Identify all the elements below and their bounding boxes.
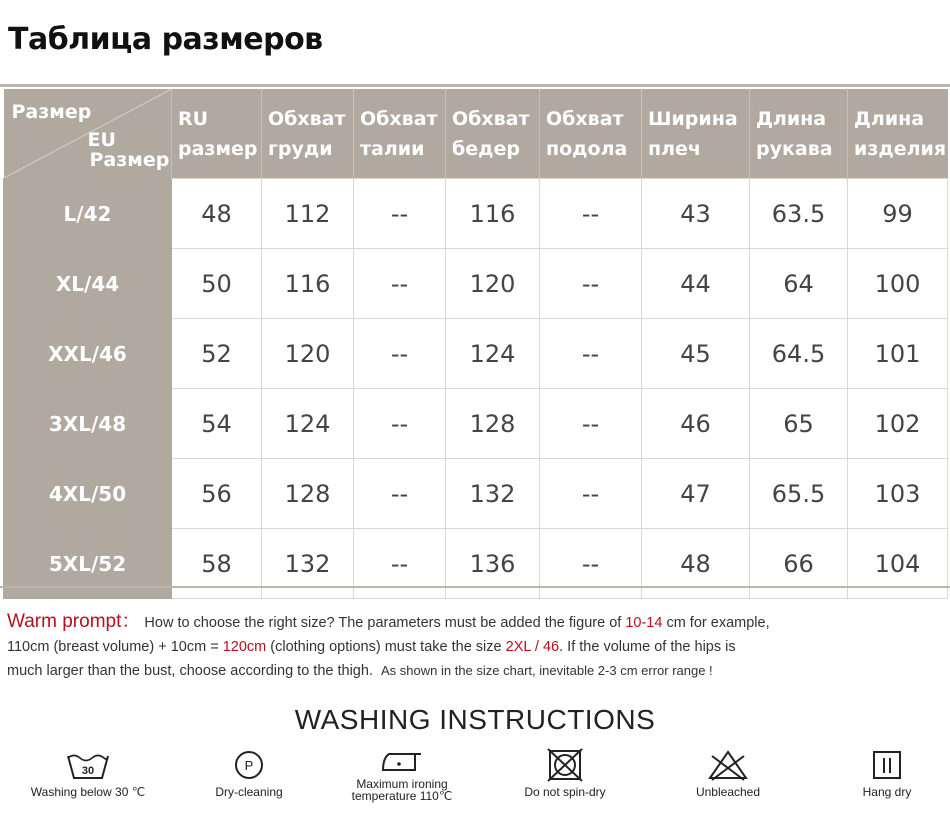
size-cell: L/42 — [4, 179, 172, 249]
header-ru-size: RU размер — [172, 89, 262, 179]
table-cell: 64.5 — [750, 319, 848, 389]
table-cell: 43 — [642, 179, 750, 249]
table-cell: -- — [354, 179, 446, 249]
table-cell: 50 — [172, 249, 262, 319]
bottom-divider — [0, 586, 950, 588]
table-cell: 46 — [642, 389, 750, 459]
washing-title: WASHING INSTRUCTIONS — [294, 704, 656, 735]
header-hem: Обхват подола — [540, 89, 642, 179]
care-item — [327, 748, 477, 802]
table-cell: 52 — [172, 319, 262, 389]
table-cell: 99 — [848, 179, 948, 249]
table-cell: 48 — [642, 529, 750, 599]
table-cell: 65 — [750, 389, 848, 459]
table-cell: -- — [540, 389, 642, 459]
care-item — [812, 748, 950, 798]
table-cell: 65.5 — [750, 459, 848, 529]
prompt-highlight: 2XL / 46 — [505, 639, 560, 655]
table-cell: 54 — [172, 389, 262, 459]
table-cell: 120 — [446, 249, 540, 319]
table-row — [4, 389, 948, 459]
table-cell: -- — [540, 459, 642, 529]
table-cell: -- — [354, 319, 446, 389]
care-item — [13, 748, 163, 798]
prompt-highlight: 120cm — [222, 639, 267, 655]
table-cell: 101 — [848, 319, 948, 389]
size-cell: 4XL/50 — [4, 459, 172, 529]
care-label: Hang dry — [862, 785, 912, 799]
table-row — [4, 249, 948, 319]
table-cell: 132 — [446, 459, 540, 529]
unbleached-icon — [706, 748, 750, 782]
table-cell: 47 — [642, 459, 750, 529]
header-length: Длина изделия — [848, 89, 948, 179]
table-cell: -- — [354, 249, 446, 319]
table-cell: 66 — [750, 529, 848, 599]
care-label: Unbleached — [695, 785, 761, 799]
prompt-text: How to choose the right size? The parameters must be added the figure of — [140, 615, 626, 631]
table-cell: -- — [540, 319, 642, 389]
care-item — [490, 748, 640, 798]
table-cell: -- — [540, 249, 642, 319]
header-shoulder: Ширина плеч — [642, 89, 750, 179]
size-cell: 3XL/48 — [4, 389, 172, 459]
table-cell: 128 — [262, 459, 354, 529]
corner-header — [4, 89, 172, 179]
size-table — [3, 89, 948, 599]
table-cell: 104 — [848, 529, 948, 599]
size-cell: XXL/46 — [4, 319, 172, 389]
care-label: Maximum ironing temperature 110℃ — [351, 777, 453, 803]
prompt-highlight: 10-14 — [625, 615, 663, 631]
table-cell: 103 — [848, 459, 948, 529]
table-cell: 116 — [446, 179, 540, 249]
table-cell: 58 — [172, 529, 262, 599]
prompt-lead: Warm prompt： — [7, 611, 141, 632]
table-cell: 100 — [848, 249, 948, 319]
table-header-row — [4, 89, 948, 179]
table-row — [4, 529, 948, 599]
table-cell: 124 — [446, 319, 540, 389]
table-cell: 120 — [262, 319, 354, 389]
care-label: Do not spin-dry — [524, 785, 606, 799]
table-cell: -- — [354, 389, 446, 459]
table-cell: 48 — [172, 179, 262, 249]
prompt-text: much larger than the bust, choose according to the thigh. — [7, 663, 373, 679]
care-label: Washing below 30 ℃ — [30, 785, 146, 799]
header-sleeve: Длина рукава — [750, 89, 848, 179]
table-cell: 44 — [642, 249, 750, 319]
table-cell: 102 — [848, 389, 948, 459]
prompt-text: (clothing options) must take the size — [266, 639, 506, 655]
size-cell: XL/44 — [4, 249, 172, 319]
table-cell: 128 — [446, 389, 540, 459]
header-chest: Обхват груди — [262, 89, 354, 179]
table-cell: 64 — [750, 249, 848, 319]
dry-clean-icon — [232, 748, 266, 782]
table-row — [4, 179, 948, 249]
table-cell: 56 — [172, 459, 262, 529]
care-item — [174, 748, 324, 798]
header-hips: Обхват бедер — [446, 89, 540, 179]
prompt-text: 110cm (breast volume) + 10cm = — [7, 639, 223, 655]
table-cell: 132 — [262, 529, 354, 599]
table-cell: 116 — [262, 249, 354, 319]
table-cell: 112 — [262, 179, 354, 249]
table-cell: 63.5 — [750, 179, 848, 249]
iron-icon — [377, 748, 427, 774]
table-cell: 124 — [262, 389, 354, 459]
hang-dry-icon — [870, 748, 904, 782]
table-cell: 45 — [642, 319, 750, 389]
table-cell: -- — [354, 459, 446, 529]
prompt-note: As shown in the size chart, inevitable 2-3 cm error range ! — [381, 663, 713, 678]
page-title: Таблица размеров — [8, 22, 323, 57]
table-cell: -- — [540, 179, 642, 249]
prompt-text: cm for example, — [662, 615, 770, 631]
corner-label-eu: EU — [87, 129, 116, 151]
no-spin-dry-icon — [545, 748, 585, 782]
svg-text:30: 30 — [81, 765, 95, 777]
table-cell: -- — [354, 529, 446, 599]
corner-label-size: Размер — [11, 101, 92, 123]
care-label: Dry-cleaning — [215, 785, 283, 799]
size-cell: 5XL/52 — [4, 529, 172, 599]
table-cell: 136 — [446, 529, 540, 599]
header-waist: Обхват талии — [354, 89, 446, 179]
warm-prompt — [7, 610, 937, 683]
corner-label-size-2: Размер — [89, 149, 170, 171]
wash-30-icon — [64, 748, 112, 782]
table-row — [4, 459, 948, 529]
table-cell: -- — [540, 529, 642, 599]
table-row — [4, 319, 948, 389]
care-item — [653, 748, 803, 798]
svg-text:P: P — [244, 758, 254, 773]
prompt-text: . If the volume of the hips is — [559, 639, 736, 655]
top-divider — [0, 84, 950, 87]
